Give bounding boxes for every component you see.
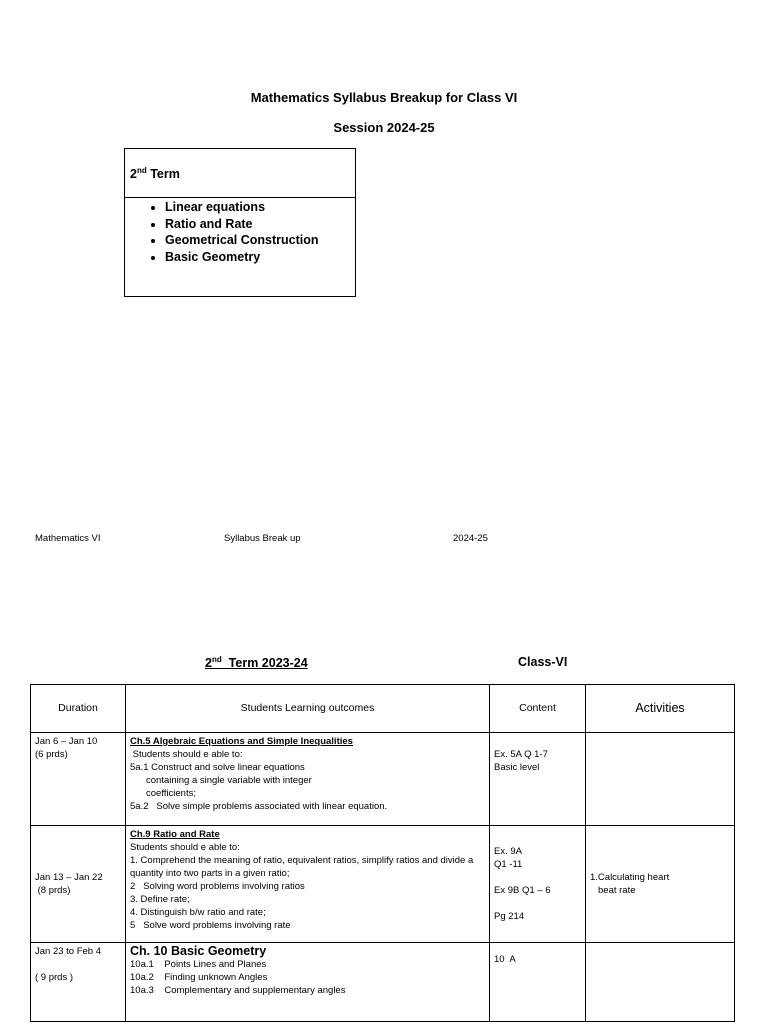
activities-cell [586,733,735,826]
table-header-row [31,685,735,733]
header-outcomes: Students Learning outcomes [126,685,490,733]
table-row [31,733,735,826]
section-term-heading: 2nd Term 2023-24 [205,655,308,671]
duration-cell: Jan 13 – Jan 22 (8 prds) [31,826,126,943]
document-title: Mathematics Syllabus Breakup for Class VI [250,90,518,105]
activities-cell: 1.Calculating heart beat rate [586,826,735,943]
chapter-title: Ch.5 Algebraic Equations and Simple Inequalities [130,736,353,747]
footer-subject: Mathematics VI [35,533,101,544]
header-content: Content [490,685,586,733]
activities-cell [586,943,735,1022]
topic-item: • Basic Geometry [165,249,355,266]
table-row [31,826,735,943]
chapter-title: Ch.9 Ratio and Rate [130,829,220,840]
duration-cell: Jan 23 to Feb 4 ( 9 prds ) [31,943,126,1022]
outcomes-cell: Ch.5 Algebraic Equations and Simple Inequalities Students should e able to: 5a.1 Construct and solve linear equations containing a single variable with integer coefficients; 5a.2 Solve simple problems associated with linear equation. [126,733,490,826]
topic-item: • Ratio and Rate [165,216,355,233]
section-class-label: Class-VI [518,655,568,669]
session-label: Session 2024-25 [333,120,435,135]
header-duration: Duration [31,685,126,733]
topic-item: • Geometrical Construction [165,232,355,249]
term-summary-box [124,148,356,297]
content-cell: 10 A [490,943,586,1022]
header-activities: Activities [586,685,735,733]
term-topic-list [125,199,355,265]
footer-year: 2024-25 [453,533,488,544]
topic-item: • Linear equations [165,199,355,216]
content-cell: Ex. 9A Q1 -11 Ex 9B Q1 – 6 Pg 214 [490,826,586,943]
chapter-title: Ch. 10 Basic Geometry [130,944,267,958]
outcomes-cell: Ch. 10 Basic Geometry 10a.1 Points Lines and Planes 10a.2 Finding unknown Angles 10a.3 Complementary and supplementary angles [126,943,490,1022]
footer-label: Syllabus Break up [224,533,301,544]
content-cell: Ex. 5A Q 1-7 Basic level [490,733,586,826]
table-row [31,943,735,1022]
duration-cell: Jan 6 – Jan 10 (6 prds) [31,733,126,826]
term-box-heading: 2nd Term [125,149,355,198]
syllabus-table [30,684,735,1022]
outcomes-cell: Ch.9 Ratio and Rate Students should e able to: 1. Comprehend the meaning of ratio, equivalent ratios, simplify ratios and divide a quantity into two parts in a given ratio; 2 Solving word problems involving ratios 3. Define rate; 4. Distinguish b/w ratio and rate; 5 Solve word problems involving rate [126,826,490,943]
